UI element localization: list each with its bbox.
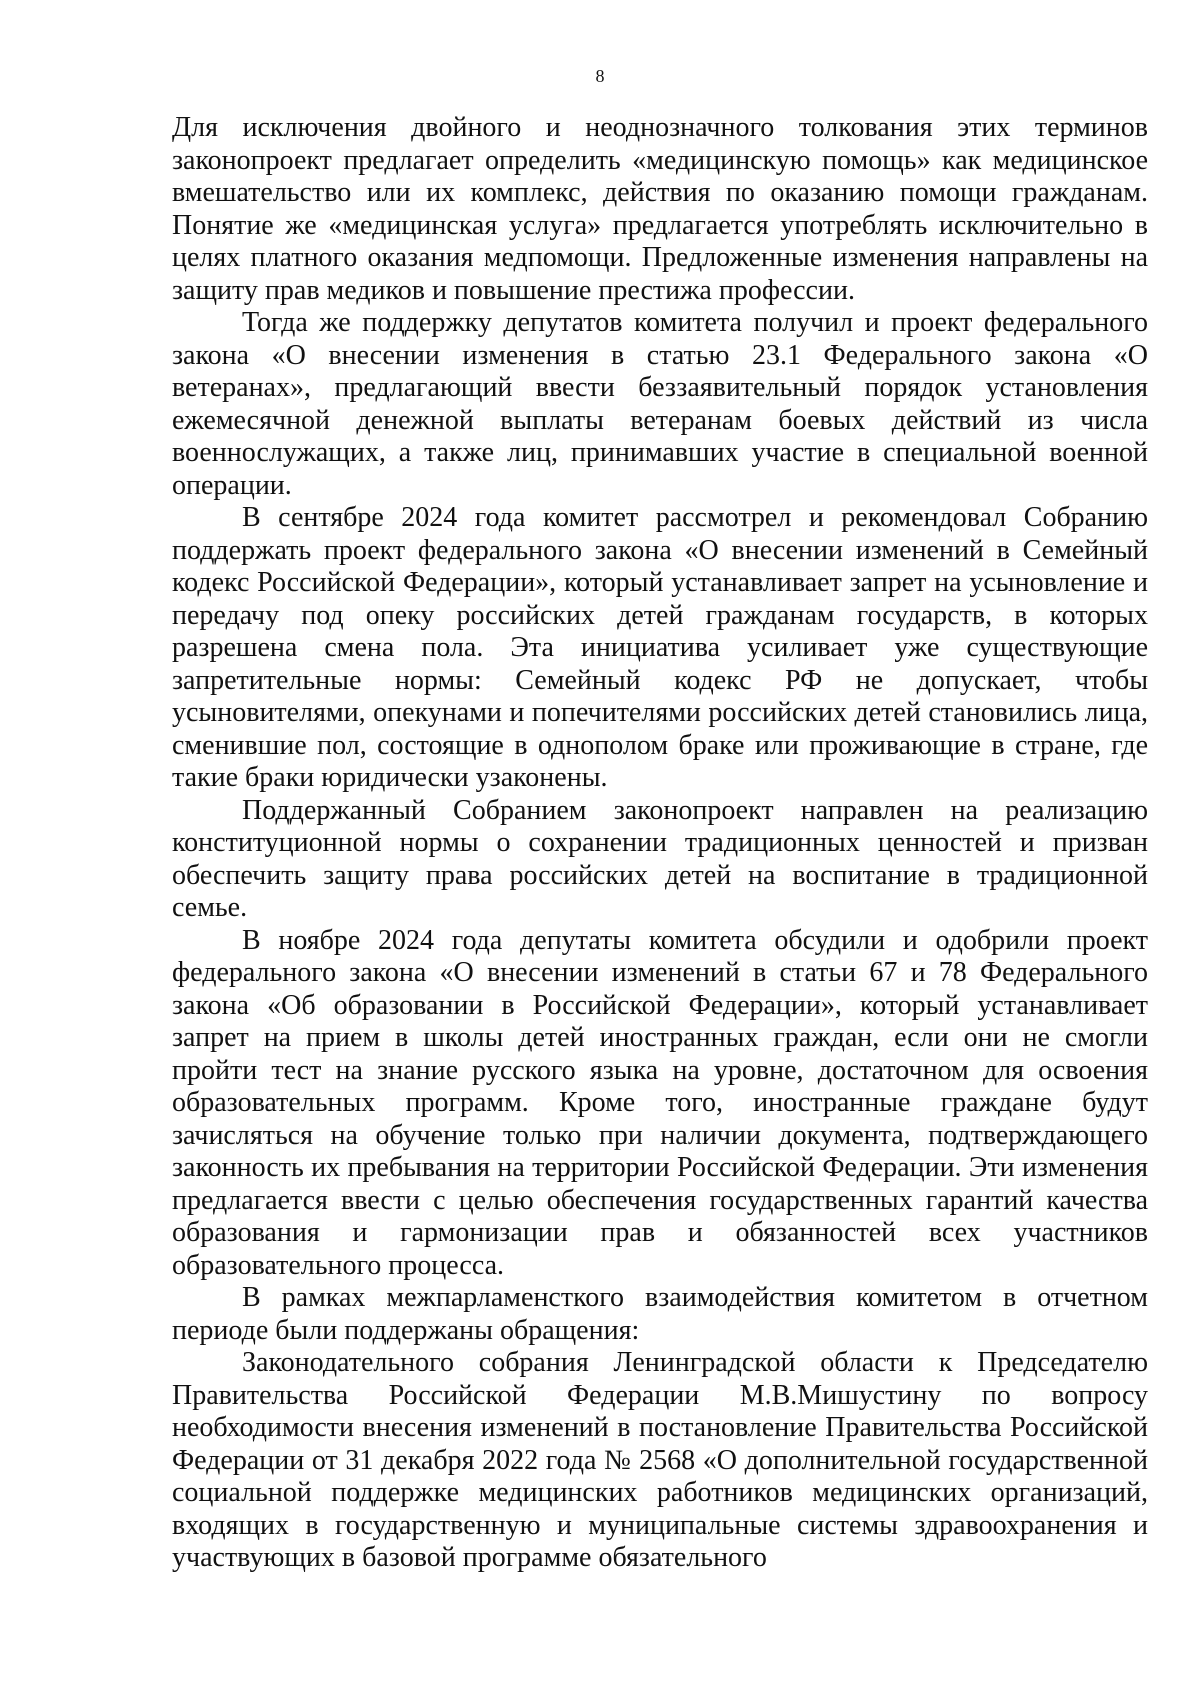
paragraph-traditional-values: Поддержанный Собранием законопроект направлен на реализацию конституционной нормы о сохранении традиционных ценностей и призван обеспечить защиту права российских детей на воспитание в традиционной семье.	[172, 794, 1148, 923]
paragraph-interparliamentary: В рамках межпарламенсткого взаимодействия комитетом в отчетном периоде были поддержаны обращения:	[172, 1282, 1148, 1346]
paragraph-leningrad-appeal: Законодательного собрания Ленинградской области к Председателю Правительства Российской Федерации М.В.Мишустину по вопросу необходимости внесения изменений в постановление Правительства Российской Федерации от 31 декабря 2022 года № 2568 «О дополнительной государственной социальной поддержке медицинских работников медицинских организаций, входящих в государственную и муниципальные системы здравоохранения и участвующих в базовой программе обязательного	[172, 1347, 1148, 1573]
paragraph-medical-help: Для исключения двойного и неоднозначного толкования этих терминов законопроект предлагает определить «медицинскую помощь» как медицинское вмешательство или их комплекс, действия по оказанию помощи гражданам. Понятие же «медицинская услуга» предлагается употреблять исключительно в целях платного оказания медпомощи. Предложенные изменения направлены на защиту прав медиков и повышение престижа профессии.	[172, 112, 1148, 306]
paragraph-family-code: В сентябре 2024 года комитет рассмотрел и рекомендовал Собранию поддержать проект федерального закона «О внесении изменений в Семейный кодекс Российской Федерации», который устанавливает запрет на усыновление и передачу под опеку российских детей гражданам государств, в которых разрешена смена пола. Эта инициатива усиливает уже существующие запретительные нормы: Семейный кодекс РФ не допускает, чтобы усыновителями, опекунами и попечителями российских детей становились лица, сменившие пол, состоящие в однополом браке или проживающие в стране, где такие браки юридически узаконены.	[172, 502, 1148, 793]
document-body	[172, 112, 1148, 1575]
paragraph-veterans-law: Тогда же поддержку депутатов комитета получил и проект федерального закона «О внесении изменения в статью 23.1 Федерального закона «О ветеранах», предлагающий ввести беззаявительный порядок установления ежемесячной денежной выплаты ветеранам боевых действий из числа военнослужащих, а также лиц, принимавших участие в специальной военной операции.	[172, 307, 1148, 501]
page-number: 8	[595, 66, 605, 86]
paragraph-education-law: В ноябре 2024 года депутаты комитета обсудили и одобрили проект федерального закона «О внесении изменений в статьи 67 и 78 Федерального закона «Об образовании в Российской Федерации», который устанавливает запрет на прием в школы детей иностранных граждан, если они не смогли пройти тест на знание русского языка на уровне, достаточном для освоения образовательных программ. Кроме того, иностранные граждане будут зачисляться на обучение только при наличии документа, подтверждающего законность их пребывания на территории Российской Федерации. Эти изменения предлагается ввести с целью обеспечения государственных гарантий качества образования и гармонизации прав и обязанностей всех участников образовательного процесса.	[172, 924, 1148, 1281]
